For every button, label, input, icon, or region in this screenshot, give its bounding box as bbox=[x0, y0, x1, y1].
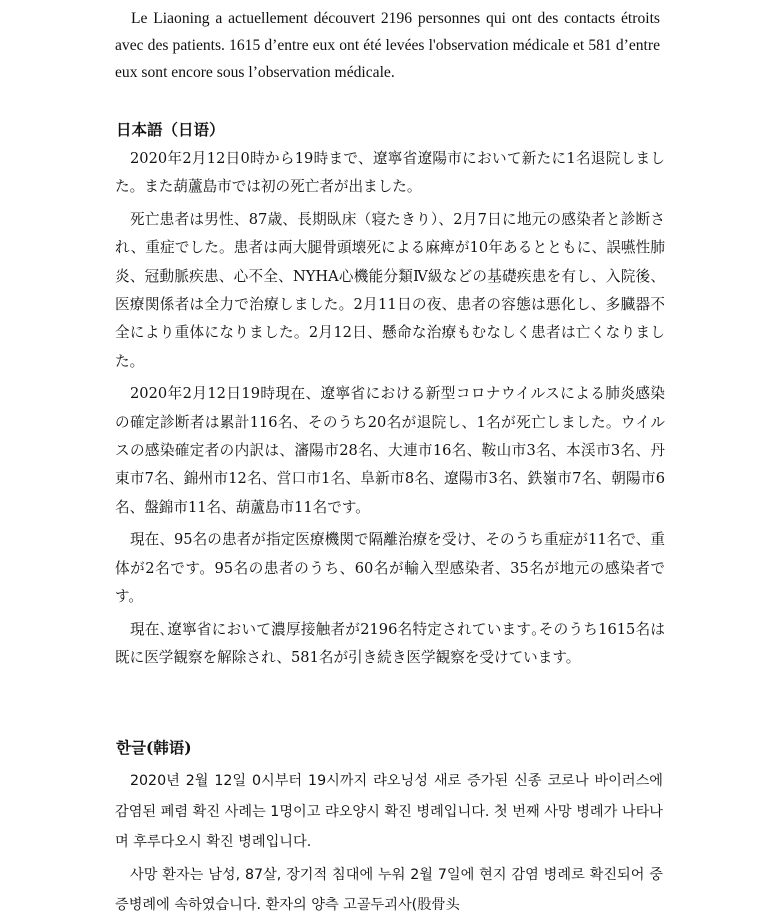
korean-paragraph: 사망 환자는 남성, 87살, 장기적 침대에 누워 2월 7일에 현지 감염 병례로 확진되어 중증병례에 속하였습니다. 환자의 양측 고골두괴사(股骨头 bbox=[115, 866, 663, 913]
korean-section bbox=[115, 766, 663, 923]
japanese-heading: 日本語（日语） bbox=[116, 120, 225, 139]
french-section bbox=[115, 5, 660, 86]
japanese-paragraph: 現在、95名の患者が指定医療機関で隔離治療を受け、そのうち重症が11名で、重体が2名です。95名の患者のうち、60名が輸入型感染者、35名が地元の感染者です。 bbox=[115, 531, 665, 606]
japanese-paragraph: 2020年2月12日0時から19時まで、遼寧省遼陽市において新たに1名退院しました。また葫蘆島市では初の死亡者が出ました。 bbox=[115, 150, 665, 196]
french-paragraph: Le Liaoning a actuellement découvert 2196 personnes qui ont des contacts étroits avec des patients. 1615 d’entre eux ont été levées l'observation médicale et 581 d’entre eux sont encore sous l’observation médicale. bbox=[115, 10, 660, 81]
korean-paragraph: 2020년 2월 12일 0시부터 19시까지 랴오닝성 새로 증가된 신종 코로나 바이러스에 감염된 폐렴 확진 사례는 1명이고 랴오양시 확진 병례입니다. 첫 번째 사망 병례가 나타나며 후루다오시 확진 병례입니다. bbox=[115, 773, 663, 850]
japanese-paragraph: 現在､遼寧省において濃厚接触者が2196名特定されています｡そのうち1615名は既に医学観察を解除され、581名が引き続き医学観察を受けています。 bbox=[115, 620, 665, 666]
japanese-paragraph: 死亡患者は男性、87歳、長期臥床（寝たきり）、2月7日に地元の感染者と診断され、重症でした。患者は両大腿骨頭壊死による麻痺が10年あるとともに、誤嚥性肺炎、冠動脈疾患、心不全、NYHA心機能分類Ⅳ級などの基礎疾患を有し、入院後、医療関係者は全力で治療しました。2月11日の夜、患者の容態は悪化し、多臓器不全により重体になりました。2月12日、懸命な治療もむなしく患者は亡くなりました。 bbox=[115, 210, 665, 370]
japanese-section bbox=[115, 145, 665, 676]
korean-heading: 한글(韩语) bbox=[116, 738, 192, 757]
japanese-paragraph: 2020年2月12日19時現在、遼寧省における新型コロナウイルスによる肺炎感染の確定診断者は累計116名、そのうち20名が退院し、1名が死亡しました。ウイルスの感染確定者の内訳は、瀋陽市28名、大連市16名、鞍山市3名、本渓市3名、丹東市7名、錦州市12名、営口市1名、阜新市8名、遼陽市3名、鉄嶺市7名、朝陽市6名、盤錦市11名、葫蘆島市11名です。 bbox=[115, 385, 665, 516]
